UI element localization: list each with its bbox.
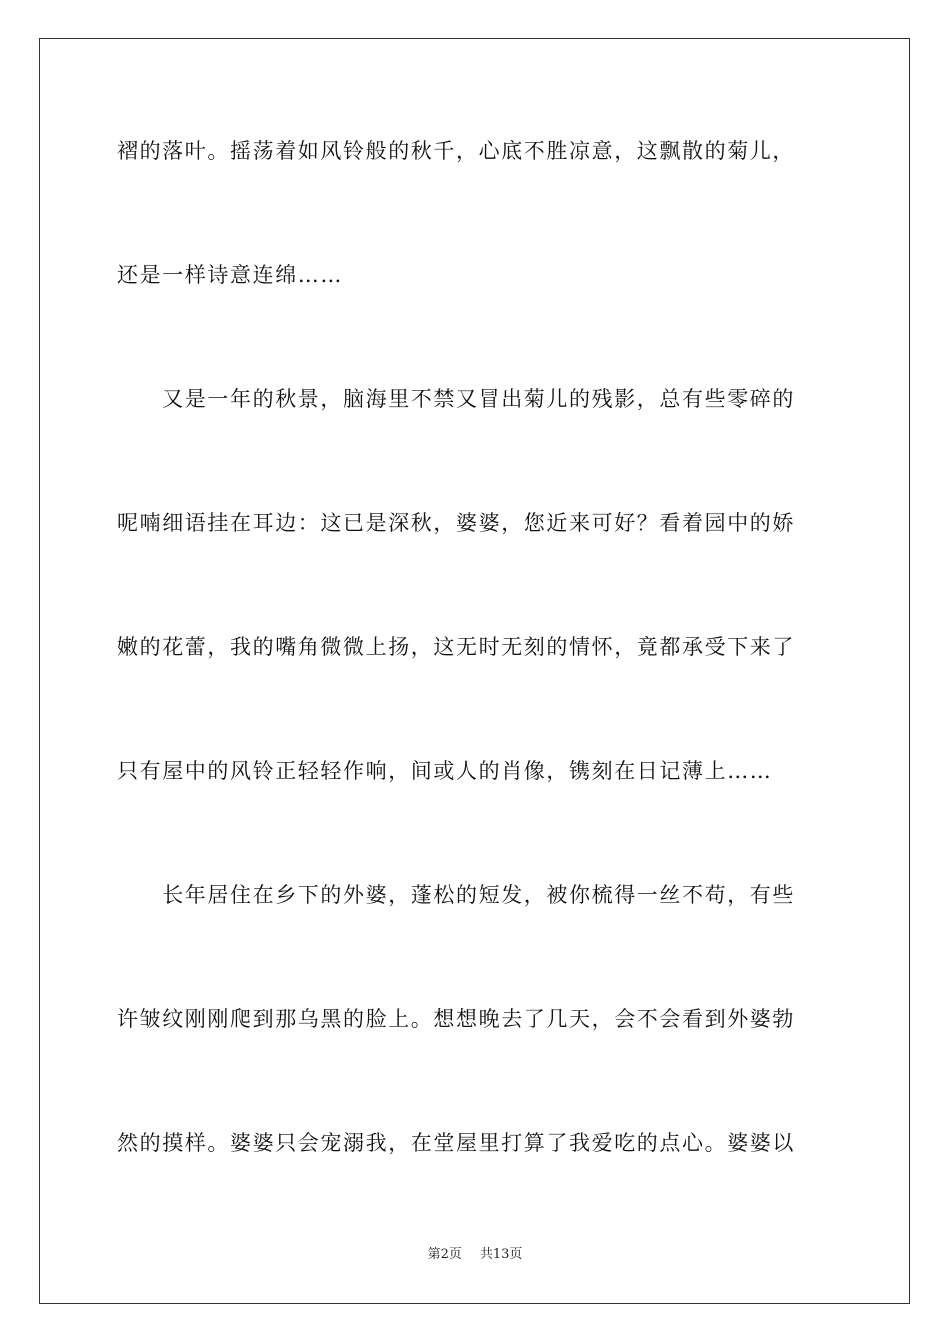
text-line: 只有屋中的风铃正轻轻作响，间或人的肖像，镌刻在日记薄上…… — [117, 759, 773, 783]
text-line: 呢喃细语挂在耳边：这已是深秋，婆婆，您近来可好？看着园中的娇 — [117, 511, 795, 535]
text-line: 许皱纹刚刚爬到那乌黑的脸上。想想晚去了几天，会不会看到外婆勃 — [117, 1007, 795, 1031]
text-line: 然的摸样。婆婆只会宠溺我，在堂屋里打算了我爱吃的点心。婆婆以 — [117, 1131, 795, 1155]
text-line: 长年居住在乡下的外婆，蓬松的短发，被你梳得一丝不苟，有些 — [117, 883, 795, 907]
page-number: 第2页 — [427, 1247, 462, 1262]
text-line: 又是一年的秋景，脑海里不禁又冒出菊儿的残影，总有些零碎的 — [117, 387, 795, 411]
text-line: 还是一样诗意连绵…… — [117, 263, 343, 287]
text-line: 嫩的花蕾，我的嘴角微微上扬，这无时无刻的情怀，竟都承受下来了 — [117, 635, 795, 659]
text-line: 褶的落叶。摇荡着如风铃般的秋千，心底不胜凉意，这飘散的菊儿， — [117, 139, 795, 163]
page-total: 共13页 — [479, 1247, 523, 1262]
page-frame — [39, 38, 910, 1304]
page-footer — [0, 1246, 950, 1264]
